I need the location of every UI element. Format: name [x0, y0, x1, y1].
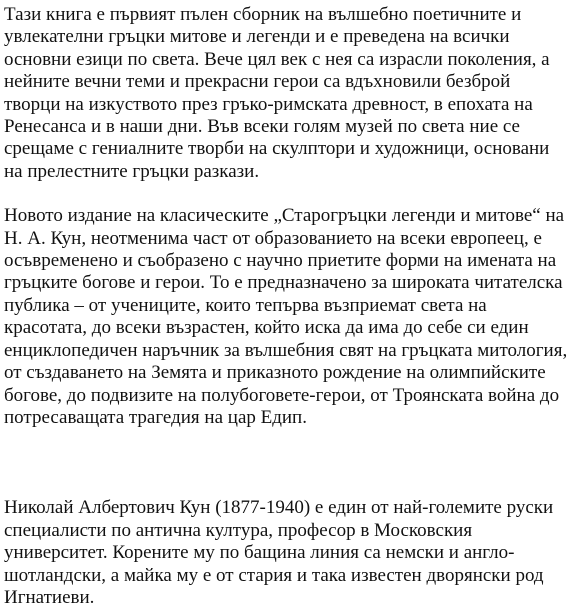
text-line: Тази книга е първият пълен сборник на вълшебно поетичните и — [4, 4, 522, 25]
text-line: енциклопедичен наръчник за вълшебния свят на гръцката митология, — [4, 339, 568, 361]
text-line: специалисти по антична култура, професор в Московския — [4, 519, 473, 541]
text-line: публика – от учениците, които тепърва възприемат света на — [4, 294, 487, 316]
paragraph-new-edition — [4, 205, 578, 429]
text-line: осъвременено и съобразено с научно приетите форми на имената на — [4, 250, 557, 272]
document-page — [4, 4, 578, 609]
text-line: Игнатиеви. — [4, 586, 95, 608]
text-line: основни езици по света. Вече цял век с нея са израсли поколения, а — [4, 48, 550, 70]
paragraph-book-description — [4, 4, 578, 183]
text-line: потресаващата трагедия на цар Едип. — [4, 406, 307, 428]
paragraph-author-bio — [4, 497, 578, 609]
text-line: на прелестните гръцки разкази. — [4, 160, 260, 182]
text-line: шотландски, а майка му е от стария и така известен дворянски род — [4, 564, 544, 586]
text-line: от създаването на Земята и приказното рождение на олимпийските — [4, 362, 546, 384]
paragraph-spacer — [4, 183, 578, 205]
text-line: нейните вечни теми и прекрасни герои са вдъхновили безброй — [4, 71, 511, 93]
text-line: срещаме с гениалните творби на скулптори и художници, основани — [4, 138, 550, 160]
text-line: богове, до подвизите на полубоговете-герои, от Троянската война до — [4, 384, 560, 406]
text-line: гръцките богове и герои. То е предназначено за широката читателска — [4, 272, 563, 294]
text-line: Новото издание на класическите „Старогръцки легенди и митове“ на — [4, 205, 565, 227]
text-line: Ренесанса и в наши дни. Във всеки голям музей по света ние се — [4, 116, 520, 138]
paragraph-spacer — [4, 429, 578, 497]
text-line: красотата, до всеки възрастен, който иска да има до себе си един — [4, 317, 529, 339]
text-line: творци на изкуството през гръко-римската древност, в епохата на — [4, 93, 533, 115]
text-line: Николай Албертович Кун (1877-1940) е един от най-големите руски — [4, 497, 554, 519]
text-line: увлекателни гръцки митове и легенди и е преведена на всички — [4, 26, 510, 48]
text-line: Н. А. Кун, неотменима част от образованието на всеки европеец, е — [4, 227, 542, 249]
text-line: университет. Корените му по бащина линия са немски и англо- — [4, 542, 515, 564]
